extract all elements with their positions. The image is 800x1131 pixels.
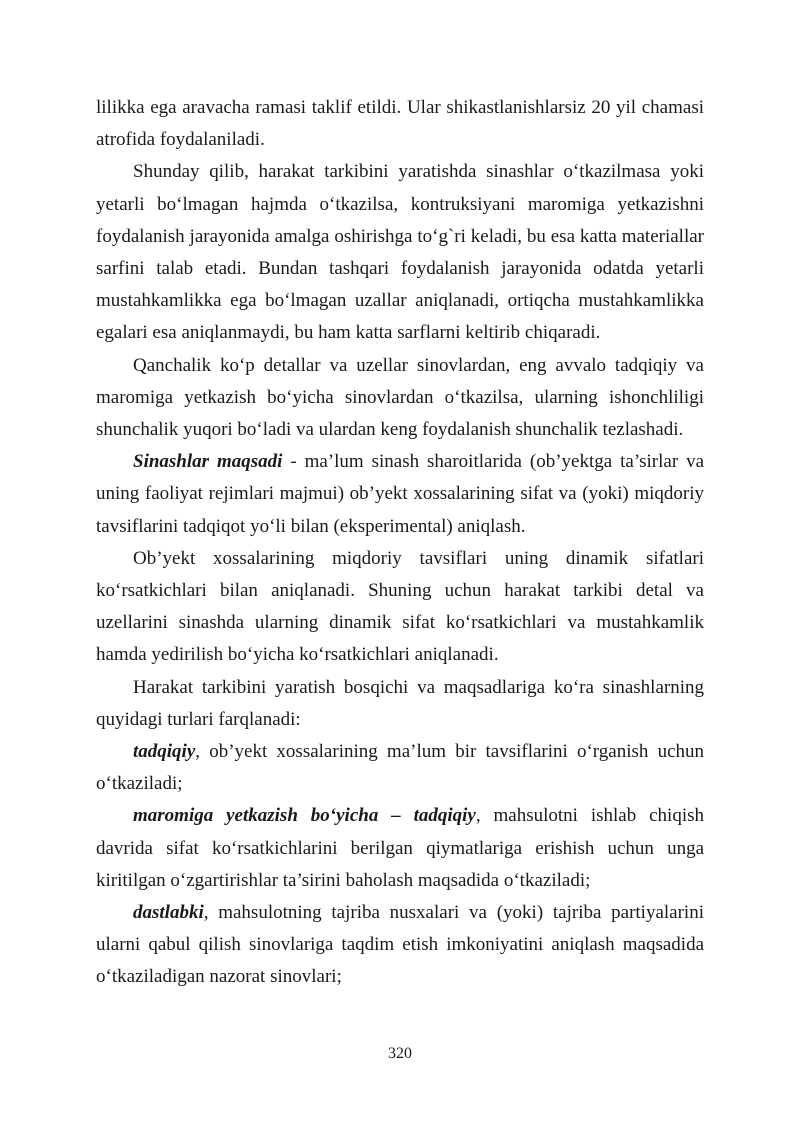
list-item — [96, 736, 704, 800]
paragraph — [96, 672, 704, 736]
term-heading: dastlabki — [133, 902, 204, 924]
paragraph-text: Shunday qilib, harakat tarkibini yaratishda sinashlar o‘tkazilmasa yoki yetarli bo‘lmagan hajmda o‘tkazilsa, kontruksiyani maromiga yetkazishni foydalanish jarayonida amalga oshirishga to‘g`ri keladi, bu esa katta materiallar sarfini talab etadi. Bundan tashqari foydalanish jarayonida odatda yetarli mustahkamlikka ega bo‘lmagan uzallar aniqlanadi, ortiqcha mustahkamlikka egalari esa aniqlanmaydi, bu ham katta sarflarni keltirib chiqaradi. — [96, 161, 704, 344]
paragraph — [96, 350, 704, 447]
paragraph-text: Ob’yekt xossalarining miqdoriy tavsiflari uning dinamik sifatlari ko‘rsatkichlari bilan aniqlanadi. Shuning uchun harakat tarkibi detal va uzellarini sinashda ularning dinamik sifat ko‘rsatkichlari va mustahkamlik hamda yedirilish bo‘yicha ko‘rsatkichlari aniqlanadi. — [96, 547, 704, 666]
term-heading: Sinashlar maqsadi — [133, 451, 283, 473]
list-item — [96, 800, 704, 897]
paragraph — [96, 92, 704, 156]
paragraph-text: , mahsulotni ishlab chiqish davrida sifat ko‘rsatkichlarini berilgan qiymatlariga erishish uchun unga kiritilgan o‘zgartirishlar ta’sirini baholash maqsadida o‘tkaziladi; — [96, 805, 704, 891]
paragraph-text: Harakat tarkibini yaratish bosqichi va maqsadlariga ko‘ra sinashlarning quyidagi turlari farqlanadi: — [96, 676, 704, 730]
paragraph-text: Qanchalik ko‘p detallar va uzellar sinovlardan, eng avvalo tadqiqiy va maromiga yetkazish bo‘yicha sinovlardan o‘tkazilsa, ularning ishonchliligi shunchalik yuqori bo‘ladi va ulardan keng foydalanish shunchalik tezlashadi. — [96, 354, 704, 441]
document-body — [96, 92, 704, 994]
term-heading: maromiga yetkazish bo‘yicha – tadqiqiy — [133, 805, 476, 827]
paragraph-text: , mahsulotning tajriba nusxalari va (yoki) tajriba partiyalarini ularni qabul qilish sinovlariga taqdim etish imkoniyatini aniqlash maqsadida o‘tkaziladigan nazorat sinovlari; — [96, 902, 704, 988]
paragraph — [96, 446, 704, 543]
term-heading: tadqiqiy — [133, 741, 196, 763]
page-number: 320 — [388, 1045, 412, 1062]
list-item — [96, 897, 704, 994]
paragraph-text: lilikka ega aravacha ramasi taklif etildi. Ular shikastlanishlarsiz 20 yil chamasi atrofida foydalaniladi. — [96, 97, 704, 151]
paragraph — [96, 543, 704, 672]
paragraph — [96, 156, 704, 349]
paragraph-text: , ob’yekt xossalarining ma’lum bir tavsiflarini o‘rganish uchun o‘tkaziladi; — [96, 741, 704, 795]
paragraph-text: - ma’lum sinash sharoitlarida (ob’yektga ta’sirlar va uning faoliyat rejimlari majmui) ob’yekt xossalarining sifat va (yoki) miqdoriy tavsiflarini tadqiqot yo‘li bilan (eksperimental) aniqlash. — [96, 451, 704, 537]
